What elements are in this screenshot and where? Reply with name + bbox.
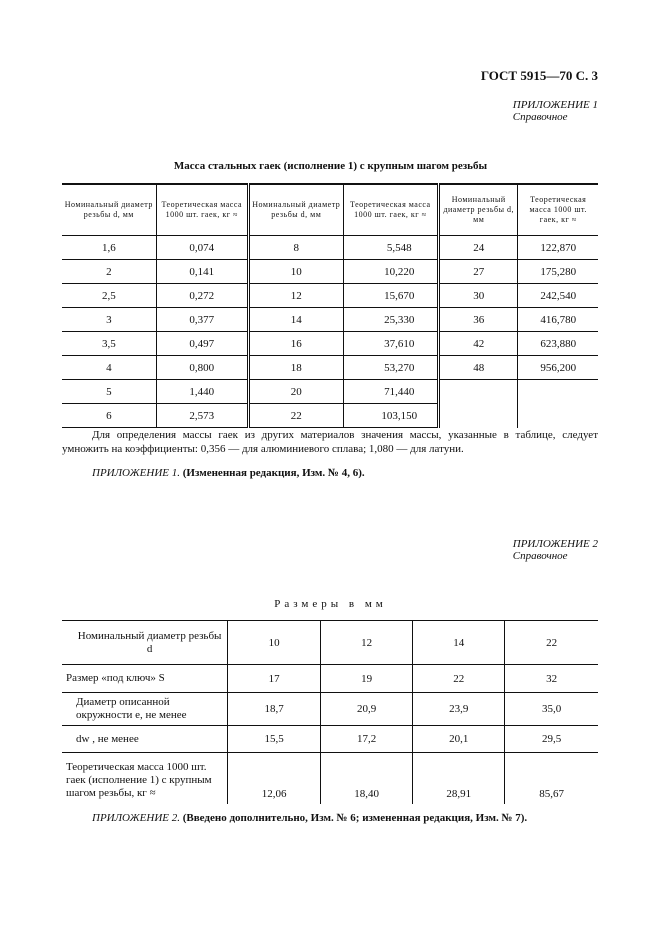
appendix1-note bbox=[92, 467, 365, 479]
table-cell bbox=[518, 380, 598, 404]
table-cell: 22 bbox=[505, 621, 598, 665]
table-cell: 1,6 bbox=[62, 236, 156, 260]
table1-header-cell: Теоретическая масса 1000 шт. гаек, кг ≈ bbox=[343, 184, 438, 236]
table1-header-cell: Номинальный диаметр резьбы d, мм bbox=[62, 184, 156, 236]
table-row bbox=[62, 753, 598, 805]
table-cell: 8 bbox=[248, 236, 343, 260]
table-cell: 12,06 bbox=[228, 753, 321, 805]
appendix2-subtitle: Справочное bbox=[512, 550, 568, 562]
page-header: ГОСТ 5915—70 С. 3 bbox=[480, 68, 598, 83]
table1-caption: Масса стальных гаек (исполнение 1) с крупным шагом резьбы bbox=[173, 160, 488, 172]
table-cell: 14 bbox=[413, 621, 505, 665]
table-cell: dw , не менее bbox=[62, 726, 228, 753]
table-cell: 15,5 bbox=[228, 726, 321, 753]
table-cell: 0,377 bbox=[156, 308, 248, 332]
table-cell: 22 bbox=[413, 665, 505, 693]
table-cell: 29,5 bbox=[505, 726, 598, 753]
table1-header-cell: Теоретическая масса 1000 шт. гаек, кг ≈ bbox=[518, 184, 598, 236]
table-row bbox=[62, 404, 598, 428]
table-cell: 122,870 bbox=[518, 236, 598, 260]
table-cell: 242,540 bbox=[518, 284, 598, 308]
table-cell: 27 bbox=[438, 260, 517, 284]
table-cell bbox=[518, 404, 598, 428]
table-row bbox=[62, 621, 598, 665]
table-cell: 48 bbox=[438, 356, 517, 380]
note1: Для определения массы гаек из других материалов значения массы, указанные в таблице, следует умножить на коэффициенты: 0,356 — для алюминиевого сплава; 1,080 — для латуни. bbox=[62, 429, 598, 455]
table-cell: Теоретическая масса 1000 шт. гаек (исполнение 1) с крупным шагом резьбы, кг ≈ bbox=[66, 761, 212, 799]
table-cell: 24 bbox=[438, 236, 517, 260]
table-row bbox=[62, 236, 598, 260]
table1-header-cell: Теоретическая масса 1000 шт. гаек, кг ≈ bbox=[156, 184, 248, 236]
table-cell: 0,074 bbox=[156, 236, 248, 260]
table-cell: 20,1 bbox=[413, 726, 505, 753]
table2 bbox=[62, 620, 598, 804]
table-cell: 10 bbox=[248, 260, 343, 284]
table-cell: 12 bbox=[248, 284, 343, 308]
appendix2-note-text: (Введено дополнительно, Изм. № 6; измененная редакция, Изм. № 7). bbox=[179, 812, 528, 824]
appendix2-title: ПРИЛОЖЕНИЕ 2 bbox=[512, 538, 598, 550]
table-cell: 1,440 bbox=[156, 380, 248, 404]
table-cell: 20,9 bbox=[321, 693, 413, 726]
table-cell: 19 bbox=[321, 665, 413, 693]
table-cell: 17,2 bbox=[321, 726, 413, 753]
table-row bbox=[62, 726, 598, 753]
table1-header-cell: Номинальный диаметр резьбы d, мм bbox=[248, 184, 343, 236]
appendix2-heading bbox=[513, 538, 598, 562]
table-cell: 0,141 bbox=[156, 260, 248, 284]
table-cell bbox=[438, 380, 517, 404]
appendix1-note-label: ПРИЛОЖЕНИЕ 1. bbox=[92, 467, 180, 479]
table-cell: 18 bbox=[248, 356, 343, 380]
table-cell: 2,5 bbox=[62, 284, 156, 308]
table-cell: 5,548 bbox=[343, 236, 438, 260]
table-cell: 10 bbox=[228, 621, 321, 665]
table-cell: 35,0 bbox=[505, 693, 598, 726]
table-cell: 12 bbox=[321, 621, 413, 665]
table-cell: 37,610 bbox=[343, 332, 438, 356]
table-cell: 28,91 bbox=[413, 753, 505, 805]
appendix2-note bbox=[92, 812, 527, 824]
table1 bbox=[62, 183, 598, 428]
table-row bbox=[62, 693, 598, 726]
table-row bbox=[62, 308, 598, 332]
table-cell: 6 bbox=[62, 404, 156, 428]
table-cell: 53,270 bbox=[343, 356, 438, 380]
appendix1-subtitle: Справочное bbox=[512, 111, 568, 123]
table1-header-cell: Номинальный диаметр резьбы d, мм bbox=[438, 184, 517, 236]
table-row bbox=[62, 284, 598, 308]
table-cell bbox=[438, 404, 517, 428]
table-cell: 42 bbox=[438, 332, 517, 356]
table-cell: 18,7 bbox=[228, 693, 321, 726]
appendix2-note-label: ПРИЛОЖЕНИЕ 2. bbox=[92, 812, 180, 824]
table-cell: 17 bbox=[228, 665, 321, 693]
table-cell: 36 bbox=[438, 308, 517, 332]
table-cell: 3,5 bbox=[62, 332, 156, 356]
table-cell: 16 bbox=[248, 332, 343, 356]
table-row bbox=[62, 332, 598, 356]
table-row bbox=[62, 356, 598, 380]
table-cell: 20 bbox=[248, 380, 343, 404]
table-cell: 2 bbox=[62, 260, 156, 284]
table-cell: 103,150 bbox=[343, 404, 438, 428]
table-cell: 10,220 bbox=[343, 260, 438, 284]
table-cell: 956,200 bbox=[518, 356, 598, 380]
appendix1-title: ПРИЛОЖЕНИЕ 1 bbox=[512, 99, 598, 111]
table-cell: Диаметр описанной окружности e, не менее bbox=[62, 693, 228, 726]
table-cell: Размер «под ключ» S bbox=[62, 665, 228, 693]
table-cell: 2,573 bbox=[156, 404, 248, 428]
table-cell: 71,440 bbox=[343, 380, 438, 404]
table-cell: 18,40 bbox=[321, 753, 413, 805]
appendix1-heading bbox=[513, 99, 598, 123]
table-cell: 14 bbox=[248, 308, 343, 332]
table-row bbox=[62, 380, 598, 404]
appendix1-note-text: (Измененная редакция, Изм. № 4, 6). bbox=[179, 467, 365, 479]
table-cell: 30 bbox=[438, 284, 517, 308]
table-cell: 0,800 bbox=[156, 356, 248, 380]
table-cell: Номинальный диаметр резьбы d bbox=[62, 621, 228, 665]
table-cell: 23,9 bbox=[413, 693, 505, 726]
table-row bbox=[62, 665, 598, 693]
table-cell: 0,272 bbox=[156, 284, 248, 308]
table-cell: 85,67 bbox=[505, 753, 598, 805]
table-cell: 416,780 bbox=[518, 308, 598, 332]
table-cell: 0,497 bbox=[156, 332, 248, 356]
table-cell: 32 bbox=[505, 665, 598, 693]
table-cell: 25,330 bbox=[343, 308, 438, 332]
table-cell: 22 bbox=[248, 404, 343, 428]
table-cell: 5 bbox=[62, 380, 156, 404]
table-cell: 15,670 bbox=[343, 284, 438, 308]
table-cell: 175,280 bbox=[518, 260, 598, 284]
table-cell: 623,880 bbox=[518, 332, 598, 356]
table2-caption: Размеры в мм bbox=[274, 598, 387, 610]
table-row bbox=[62, 260, 598, 284]
table-cell: 4 bbox=[62, 356, 156, 380]
table-cell: 3 bbox=[62, 308, 156, 332]
